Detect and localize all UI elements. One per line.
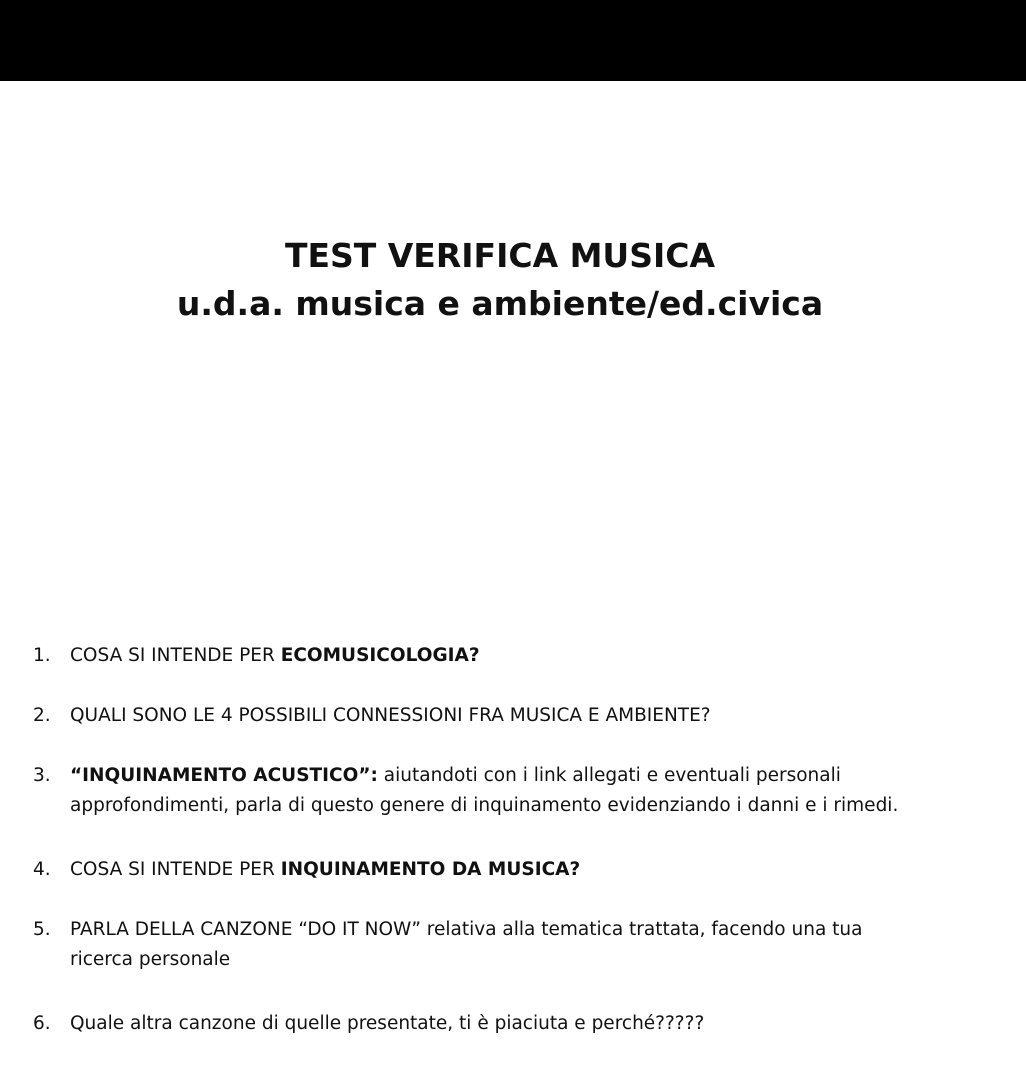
question-keyword: ECOMUSICOLOGIA? [280, 645, 480, 666]
document-title [0, 232, 1000, 328]
top-black-bar [0, 0, 1026, 81]
question-keyword: INQUINAMENTO DA MUSICA? [280, 859, 581, 880]
question-number: 1. [33, 645, 51, 666]
question-text [70, 855, 1013, 885]
question-text [70, 761, 1013, 821]
question-text [70, 641, 1013, 671]
question-1 [33, 641, 1013, 671]
question-text: Quale altra canzone di quelle presentate, ti è piaciuta e perché????? [70, 1013, 705, 1034]
question-line-1: PARLA DELLA CANZONE “DO IT NOW” relativa alla tematica trattata, facendo una tua [70, 919, 863, 940]
question-number: 6. [33, 1013, 51, 1034]
title-line-2: u.d.a. musica e ambiente/ed.civica [176, 284, 824, 323]
question-5 [33, 915, 1013, 975]
question-number: 5. [33, 919, 51, 940]
question-number: 3. [33, 765, 51, 786]
title-line-1: TEST VERIFICA MUSICA [284, 236, 716, 275]
question-number: 2. [33, 705, 51, 726]
question-line-1: aiutandoti con i link allegati e eventuali personali [377, 765, 841, 786]
question-line-2: approfondimenti, parla di questo genere di inquinamento evidenziando i danni e i rimedi. [70, 795, 899, 816]
question-4 [33, 855, 1013, 885]
question-keyword: “INQUINAMENTO ACUSTICO”: [70, 765, 378, 786]
question-6 [33, 1009, 1013, 1039]
question-prefix: COSA SI INTENDE PER [70, 645, 281, 666]
question-2 [33, 701, 1013, 731]
question-number: 4. [33, 859, 51, 880]
question-line-2: ricerca personale [70, 949, 231, 970]
question-3 [33, 761, 1013, 821]
question-text [70, 915, 1013, 975]
question-text: QUALI SONO LE 4 POSSIBILI CONNESSIONI FRA MUSICA E AMBIENTE? [70, 705, 711, 726]
question-prefix: COSA SI INTENDE PER [70, 859, 281, 880]
